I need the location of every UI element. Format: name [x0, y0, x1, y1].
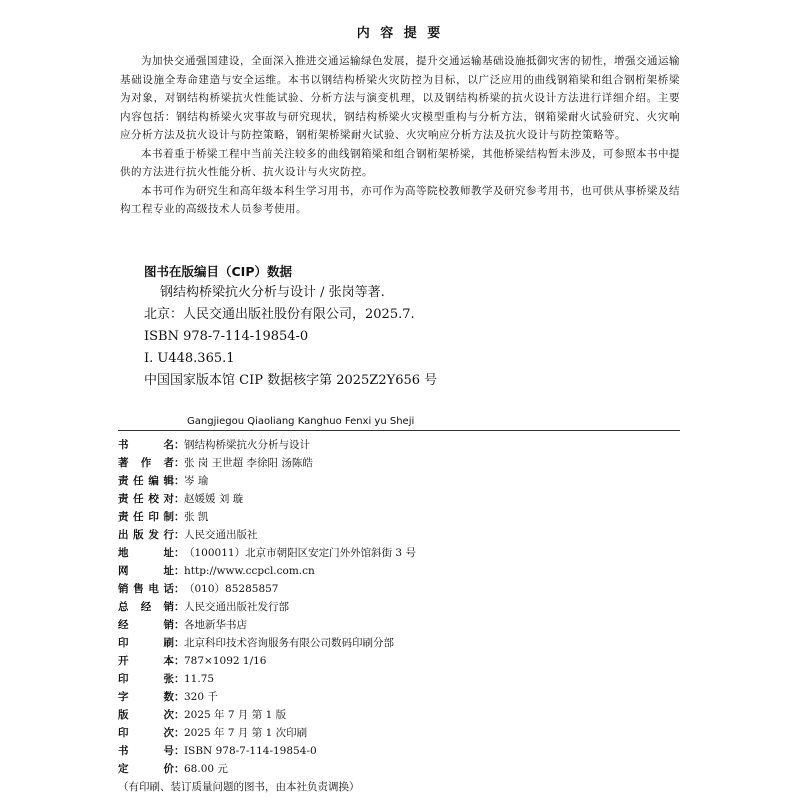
info-label: 印张： — [118, 670, 184, 688]
info-label-text: 开本 — [118, 655, 174, 667]
info-label-text: 销售电话 — [118, 583, 174, 595]
cip-heading: 图书在版编目（CIP）数据 — [144, 264, 292, 279]
info-label: 印刷： — [118, 634, 184, 652]
info-label-text: 印次 — [118, 727, 174, 739]
abstract-paragraph: 本书着重于桥梁工程中当前关注较多的曲线钢箱梁和组合钢桁架桥梁，其他桥梁结构暂未涉及，可参照本书中提供的方法进行抗火性能分析、抗火设计与火灾防控。 — [120, 147, 680, 178]
pinyin-title: Gangjiegou Qiaoliang Kanghuo Fenxi yu Sheji — [187, 416, 415, 427]
info-label-text: 地址 — [118, 547, 174, 559]
info-label-text: 责任校对 — [118, 493, 174, 505]
abstract-paragraph: 为加快交通强国建设，全面深入推进交通运输绿色发展，提升交通运输基础设施抵御灾害的韧性，增强交通运输基础设施全寿命建造与安全运维。本书以钢结构桥梁火灾防控为目标，以广泛应用的曲线钢箱梁和组合钢桁架桥梁为对象，对钢结构桥梁抗火性能试验、分析方法与演变机理，以及钢结构桥梁的抗火设计方法进行详细介绍。主要内容包括：钢结构桥梁火灾事故与研究现状，钢结构桥梁火灾模型重构与分析方法，钢箱梁耐火试验研究、火灾响应分析方法及抗火设计与防控策略，钢桁架桥梁耐火试验、火灾响应分析方法及抗火设计与防控策略等。 — [120, 55, 680, 141]
info-row — [118, 652, 416, 670]
info-label-text: 书名 — [118, 439, 174, 451]
info-label-text: 网址 — [118, 565, 174, 577]
abstract-paragraph: 本书可作为研究生和高年级本科生学习用书，亦可作为高等院校教师教学及研究参考用书，也可供从事桥梁及结构工程专业的高级技术人员参考使用。 — [120, 184, 680, 215]
info-row — [118, 706, 416, 724]
info-value: 张 凯 — [184, 511, 209, 523]
cip-line: 中国国家版本馆 CIP 数据核字第 2025Z2Y656 号 — [144, 373, 438, 388]
info-value: 320 千 — [184, 691, 218, 703]
info-value: 各地新华书店 — [184, 619, 247, 631]
info-row — [118, 454, 416, 472]
info-label-text: 责任印制 — [118, 511, 174, 523]
info-value: 赵媛媛 刘 璇 — [184, 493, 244, 505]
info-value: 2025 年 7 月 第 1 版 — [184, 709, 287, 721]
info-label: 书名： — [118, 436, 184, 454]
info-label-text: 著作者 — [118, 457, 174, 469]
info-value: 钢结构桥梁抗火分析与设计 — [184, 439, 310, 451]
info-label-text: 出版发行 — [118, 529, 174, 541]
info-value: 68.00 元 — [184, 763, 228, 775]
info-value: 11.75 — [184, 673, 215, 685]
info-row — [118, 544, 416, 562]
info-label-text: 定价 — [118, 763, 174, 775]
info-label-text: 总经销 — [118, 601, 174, 613]
quality-note: （有印刷、装订质量问题的图书，由本社负责调换） — [118, 781, 360, 793]
info-row — [118, 616, 416, 634]
info-label-text: 经销 — [118, 619, 174, 631]
info-row — [118, 724, 416, 742]
divider — [118, 430, 680, 431]
info-value: http://www.ccpcl.com.cn — [184, 565, 315, 577]
info-label: 字数： — [118, 688, 184, 706]
info-value: 北京科印技术咨询服务有限公司数码印刷分部 — [184, 637, 394, 649]
info-value: 787×1092 1/16 — [184, 655, 267, 667]
info-row — [118, 472, 416, 490]
info-label: 责任编辑： — [118, 472, 184, 490]
abstract-body — [120, 52, 680, 219]
info-label-text: 印张 — [118, 673, 174, 685]
info-label: 地址： — [118, 544, 184, 562]
info-row — [118, 598, 416, 616]
info-label: 经销： — [118, 616, 184, 634]
cip-line: ISBN 978-7-114-19854-0 — [144, 329, 309, 344]
info-label: 书号： — [118, 742, 184, 760]
cip-line: 钢结构桥梁抗火分析与设计 / 张岗等著. — [160, 285, 385, 300]
info-value: 2025 年 7 月 第 1 次印刷 — [184, 727, 308, 739]
info-value: （100011）北京市朝阳区安定门外外馆斜街 3 号 — [184, 547, 416, 559]
info-row — [118, 508, 416, 526]
info-label: 版次： — [118, 706, 184, 724]
info-value: 张 岗 王世超 李徐阳 汤陈皓 — [184, 457, 313, 469]
info-row — [118, 580, 416, 598]
cip-block — [144, 282, 437, 392]
info-label-text: 书号 — [118, 745, 174, 757]
info-label: 责任校对： — [118, 490, 184, 508]
info-value: 人民交通出版社 — [184, 529, 258, 541]
info-value: 岑 瑜 — [184, 475, 209, 487]
info-row — [118, 562, 416, 580]
info-label: 著作者： — [118, 454, 184, 472]
publication-info — [118, 436, 416, 796]
info-label: 销售电话： — [118, 580, 184, 598]
info-label-text: 字数 — [118, 691, 174, 703]
info-row — [118, 688, 416, 706]
info-label: 开本： — [118, 652, 184, 670]
cip-line: Ⅰ. U448.365.1 — [144, 351, 235, 366]
info-value: （010）85285857 — [184, 583, 279, 595]
info-label: 出版发行： — [118, 526, 184, 544]
abstract-title: 内 容 提 要 — [356, 26, 444, 41]
info-row — [118, 742, 416, 760]
info-label-text: 版次 — [118, 709, 174, 721]
info-row — [118, 634, 416, 652]
info-row — [118, 670, 416, 688]
info-label: 责任印制： — [118, 508, 184, 526]
info-label: 网址： — [118, 562, 184, 580]
info-value: 人民交通出版社发行部 — [184, 601, 289, 613]
cip-line: 北京：人民交通出版社股份有限公司，2025.7. — [144, 307, 415, 322]
info-label-text: 印刷 — [118, 637, 174, 649]
info-label: 印次： — [118, 724, 184, 742]
info-label: 总经销： — [118, 598, 184, 616]
info-row — [118, 760, 416, 778]
info-row — [118, 436, 416, 454]
info-row — [118, 490, 416, 508]
info-label-text: 责任编辑 — [118, 475, 174, 487]
info-label: 定价： — [118, 760, 184, 778]
info-value: ISBN 978-7-114-19854-0 — [184, 745, 317, 757]
info-row — [118, 526, 416, 544]
